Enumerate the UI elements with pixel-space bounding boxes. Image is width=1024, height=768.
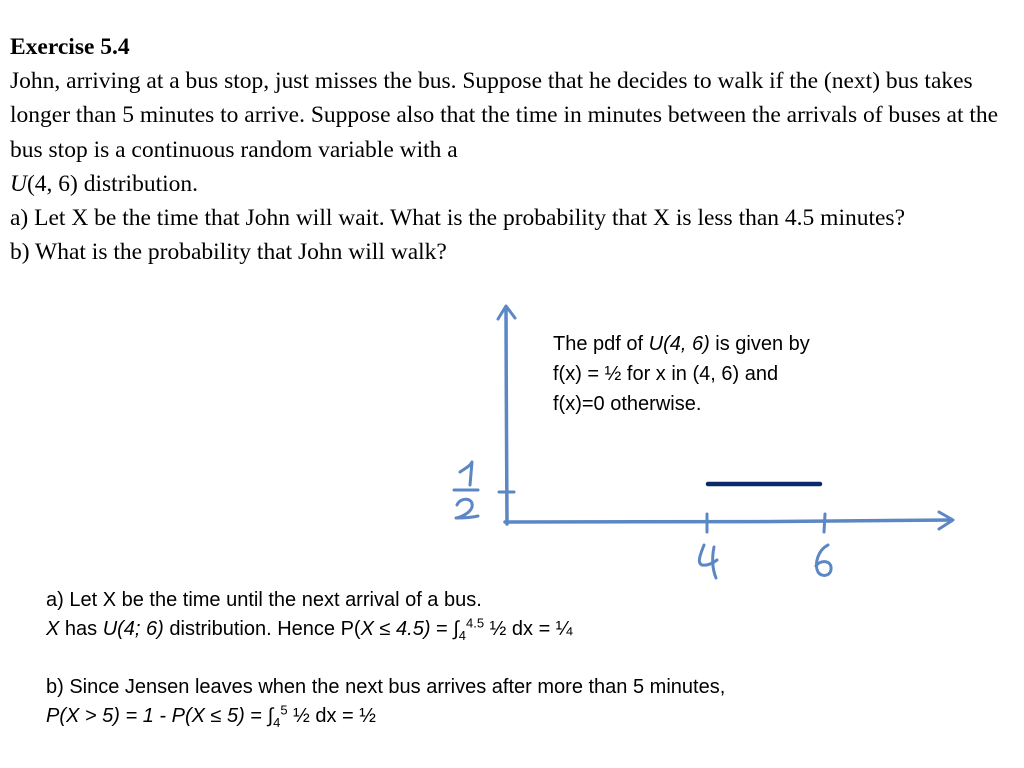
answer-a-expression: X ≤ 4.5) (360, 618, 431, 640)
answer-b-upper-limit: 5 (280, 702, 288, 718)
answer-b-expression: P(X > 5) = 1 - P(X ≤ 5) (46, 705, 245, 727)
answer-a-lower-limit: 4 (458, 628, 467, 643)
answer-a-upper-limit: 4.5 (466, 615, 485, 631)
distribution-params: (4, 6) distribution. (26, 170, 199, 197)
x-label-4 (699, 545, 717, 578)
answer-b-integral-sign: = ∫ (244, 705, 274, 727)
pdf-distribution: U(4, 6) (648, 333, 710, 355)
problem-statement: John, arriving at a bus stop, just misses the bus. Suppose that he decides to walk if the (next) bus takes longer than 5 minutes to arrive. Suppose also that the time in minutes between the arrivals of buses at the bus stop is a continuous random variable with a (10, 68, 999, 163)
answer-b-line-2 (46, 702, 1006, 731)
pdf-suffix: is given by (709, 333, 810, 355)
answer-a-line-2 (46, 615, 1006, 644)
answers (46, 586, 1006, 731)
answer-a-hence: distribution. Hence P( (163, 618, 361, 640)
x-label-6 (816, 545, 831, 575)
answer-a-line-1: a) Let X be the time until the next arrival of a bus. (46, 589, 482, 611)
answer-a-distribution: U(4; 6) (102, 618, 164, 640)
pdf-line-2: f(x) = ½ for x in (4, 6) and (553, 363, 779, 385)
answer-a-result: ½ dx = ¼ (484, 618, 573, 640)
answer-a-has: has (59, 618, 103, 640)
distribution-symbol: U (10, 170, 27, 197)
question-b: b) What is the probability that John will walk? (10, 239, 447, 266)
answer-b-lower-limit: 4 (273, 715, 281, 730)
answer-a-variable: X (46, 618, 60, 640)
answer-b-line-1: b) Since Jensen leaves when the next bus arrives after more than 5 minutes, (46, 676, 726, 698)
answer-gap (46, 644, 1006, 673)
answer-b-result: ½ dx = ½ (287, 705, 376, 727)
x-tick-6 (824, 514, 825, 532)
question-a: a) Let X be the time that John will wait. What is the probability that X is less than 4.5 minutes? (10, 205, 906, 232)
pdf-description (553, 329, 913, 419)
y-label-half (454, 462, 478, 518)
pdf-prefix: The pdf of (553, 333, 649, 355)
pdf-line-1 (553, 329, 913, 359)
x-axis (505, 520, 952, 522)
answer-a-integral-sign: = ∫ (430, 618, 459, 640)
pdf-line-3: f(x)=0 otherwise. (553, 393, 702, 415)
exercise-title: Exercise 5.4 (10, 34, 130, 60)
